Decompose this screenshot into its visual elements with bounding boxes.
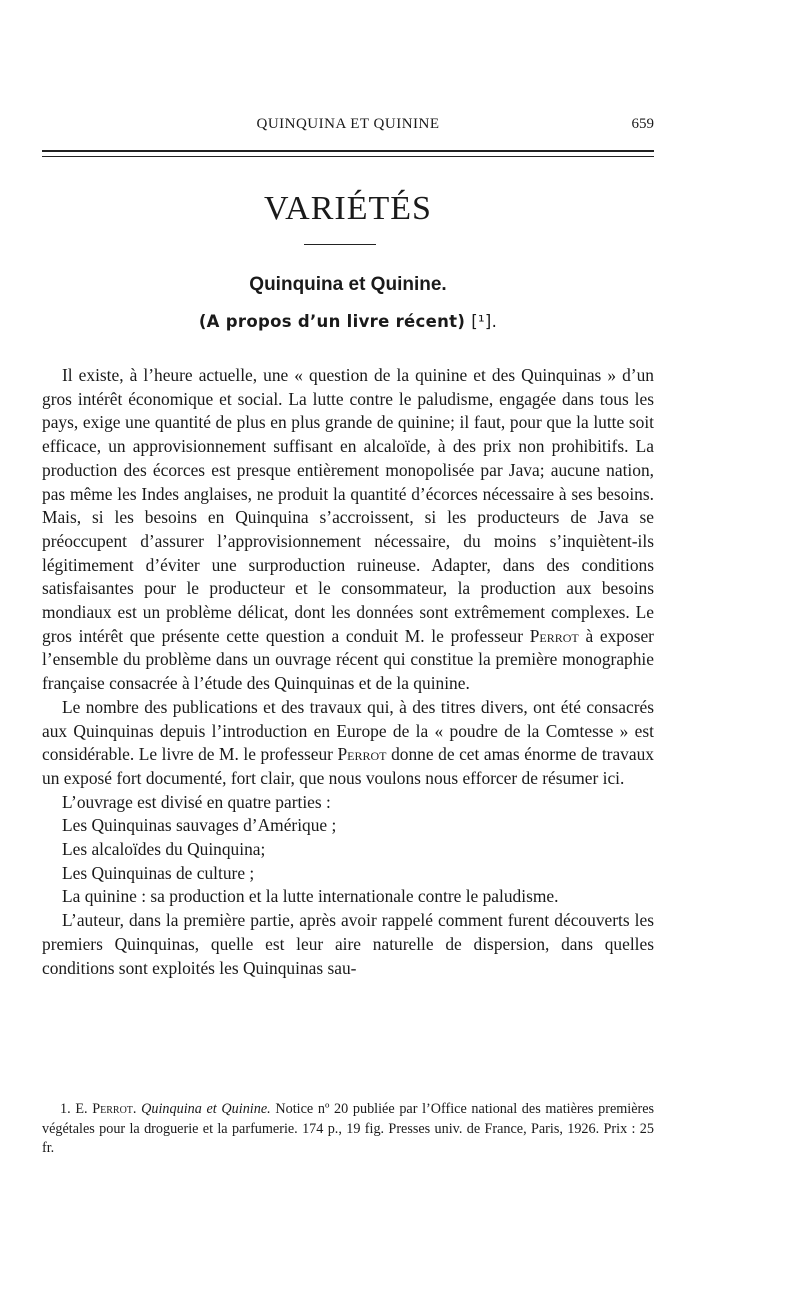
paragraph-1-text: Il existe, à l’heure actuelle, une « question de la quinine et des Quinquinas » d’un gros intérêt économique et social. La lutte contre le paludisme, engagée dans tous les pays, exige une quantité de plus en plus grande de quinine; il faut, pour que la lutte soit efficace, un approvisionnement suffisant en alcaloïde, à des prix non prohibitifs. La production des écorces est presque entièrement monopolisée par Java; aucune nation, pas même les Indes anglaises, ne produit la quantité d’écorces nécessaire à ses besoins. Mais, si les besoins en Quinquina s’accroissent, si les producteurs de Java se préoccupent d’assurer l’approvisionnement nécessaire, du moins s’inquiètent-ils légitimement d’éviter une surproduction ruineuse. Adapter, dans des conditions satisfaisantes pour le producteur et le consommateur, la production aux besoins mondiaux est un problème délicat, dont les données sont extrêmement complexes. Le gros intérêt que présente cette question a conduit M. le professeur bbox=[42, 365, 654, 646]
page-number: 659 bbox=[631, 116, 654, 132]
footnote-reference: [¹]. bbox=[471, 312, 498, 331]
list-item: Les Quinquinas sauvages d’Amérique ; bbox=[62, 815, 337, 836]
header-double-rule bbox=[42, 150, 654, 157]
paragraph-1-end: à exposer l’ensemble du problème dans un ouvrage récent qui constitue la première monographie française consacrée à l’étude des Quinquinas et de la quinine. bbox=[42, 625, 654, 694]
running-header bbox=[42, 116, 654, 138]
footnote-author-initial: E. bbox=[75, 1101, 88, 1117]
footnote-details: Notice nº 20 publiée par l’Office national des matières premières végétales pour la droguerie et la parfumerie. 174 p., 19 fig. Presses univ. de France, Paris, 1926. Prix : 25 fr. bbox=[42, 1101, 655, 1156]
section-divider bbox=[304, 244, 376, 245]
footnote bbox=[42, 1100, 654, 1159]
paragraph-1 bbox=[42, 364, 654, 696]
footnote-number: 1. bbox=[60, 1101, 71, 1117]
section-title: VARIÉTÉS bbox=[264, 190, 432, 227]
article-title: Quinquina et Quinine. bbox=[249, 274, 447, 295]
author-name: Perrot bbox=[337, 744, 387, 765]
article-subtitle bbox=[0, 312, 696, 331]
running-title: QUINQUINA ET QUININE bbox=[256, 116, 440, 132]
list-item: Les Quinquinas de culture ; bbox=[62, 862, 255, 883]
paragraph-2-text: Le nombre des publications et des travaux qui, à des titres divers, ont été consacrés aux Quinquinas depuis l’introduction en Europe de la « poudre de la Comtesse » est considérable. Le livre de M. le professeur bbox=[42, 696, 654, 765]
paragraph-2-end: donne de cet amas énorme de travaux un exposé fort documenté, fort clair, que nous voulons nous efforcer de résumer ici. bbox=[42, 744, 654, 788]
footnote-work-title: Quinquina et Quinine. bbox=[141, 1101, 271, 1117]
article-subtitle-text: (A propos d’un livre récent) bbox=[198, 312, 466, 331]
paragraph-3: L’ouvrage est divisé en quatre parties : bbox=[62, 791, 331, 812]
footnote-author: Perrot. bbox=[92, 1101, 137, 1117]
article-body bbox=[42, 364, 654, 980]
paragraph-4: L’auteur, dans la première partie, après avoir rappelé comment furent découverts les premiers Quinquinas, quelle est leur aire naturelle de dispersion, dans quelles conditions sont exploités les Quinquinas sau- bbox=[42, 910, 654, 978]
author-name: Perrot bbox=[529, 625, 579, 646]
footnote-text bbox=[42, 1100, 654, 1159]
list-item: La quinine : sa production et la lutte internationale contre le paludisme. bbox=[62, 886, 559, 907]
paragraph-2 bbox=[42, 696, 654, 791]
list-item: Les alcaloïdes du Quinquina; bbox=[62, 839, 266, 860]
